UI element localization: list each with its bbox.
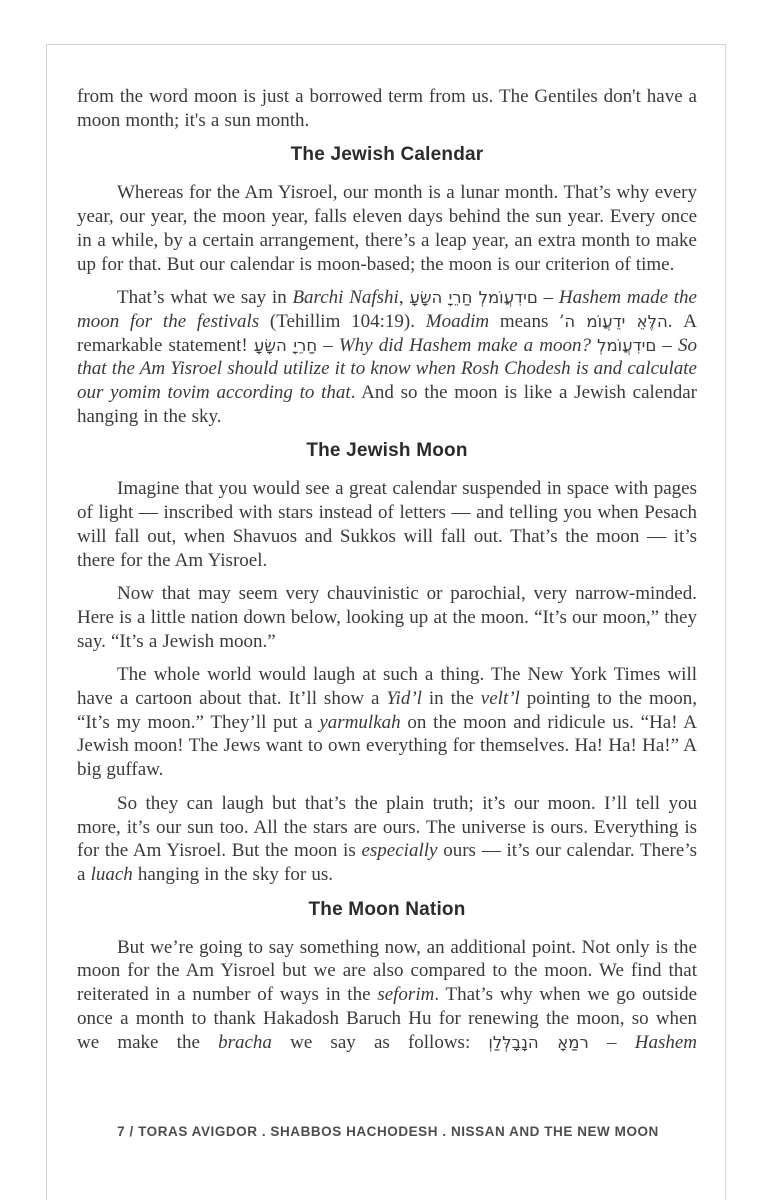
- text-run: That’s what we say in: [117, 287, 293, 309]
- italic-run: Barchi Nafshi: [292, 287, 399, 309]
- text-run: Whereas for the Am Yisroel, our month is a lunar month. That’s why every year, our year, the moon year, falls eleven days behind the sun year. Every once in a while, by a certain arrangement, there’s a leap year, an extra month to make up for that. But our calendar is moon-based; the moon is our criterion of time.: [77, 182, 697, 275]
- paragraph: [77, 792, 697, 887]
- text-run: from the word moon is just a borrowed term from us. The Gentiles don't have a moon month; it's a sun month.: [77, 86, 697, 131]
- page-border-frame: [46, 44, 726, 1200]
- text-run: (Tehillim 104:19).: [259, 310, 426, 332]
- paragraph: [77, 582, 697, 653]
- text-run: Now that may seem very chauvinistic or parochial, very narrow-minded. Here is a little nation down below, looking up at the moon. “It’s our moon,” they say. “It’s a Jewish moon.”: [77, 583, 697, 652]
- text-run: The whole world would laugh at such a thing. The New York Times will have a cartoon about that. It’ll show a: [77, 664, 697, 710]
- text-run: –: [656, 334, 678, 356]
- text-run: on the moon and ridicule us. “Ha! A Jewish moon! The Jews want to own everything for themselves. Ha! Ha! Ha!” A big guffaw.: [77, 711, 697, 781]
- section-heading: The Jewish Calendar: [290, 144, 484, 166]
- italic-run: Hashem made the moon for the festivals: [77, 287, 697, 332]
- footer-text: 7 / TORAS AVIGDOR . SHABBOS HACHODESH . NISSAN AND THE NEW MOON: [117, 1124, 659, 1139]
- italic-run: Moadim: [425, 310, 490, 332]
- text-run: ,: [398, 287, 410, 309]
- text-run: So they can laugh but that’s the plain truth; it’s our moon. I’ll tell you more, it’s our sun too. All the stars are ours. The universe is ours. Everything is for the Am Yisroel. But the moon is: [77, 792, 697, 862]
- hebrew-phrase: עָשָׂה יָרֵחַ: [253, 335, 318, 355]
- text-run: –: [588, 1031, 635, 1053]
- italic-run: Why did Hashem make a moon?: [338, 334, 591, 356]
- text-run: Imagine that you would see a great calendar suspended in space with pages of light — inscribed with stars instead of letters — and telling you when Pesach will fall out, when Shavuos and Sukkos will fall out. That’s the moon — it’s there for the Am Yisroel.: [77, 478, 697, 571]
- hebrew-phrase: וְלַלְּבָנָה אָמַר: [488, 1032, 589, 1052]
- italic-run: So that the Am Yisroel should utilize it to know when Rosh Chodesh is and calculate our yomim tovim according to that: [77, 334, 697, 404]
- italic-run: Yid’l: [386, 688, 422, 710]
- text-run: in the: [421, 688, 481, 710]
- italic-run: Hashem: [634, 1031, 697, 1053]
- text-run: . A remarkable statement!: [77, 310, 697, 356]
- text-run: means: [489, 310, 560, 332]
- italic-run: especially: [361, 840, 438, 862]
- text-run: –: [537, 287, 559, 309]
- paragraph: [77, 286, 697, 428]
- page-content: [77, 85, 697, 1064]
- section-heading: The Moon Nation: [308, 898, 466, 920]
- italic-run: luach: [90, 863, 133, 885]
- section-heading: The Jewish Moon: [306, 440, 468, 462]
- text-run: –: [317, 334, 339, 356]
- italic-run: seforim: [377, 984, 435, 1006]
- text-run: . That’s why when we go outside once a month to thank Hakadosh Baruch Hu for renewing the moon, so when we make the: [77, 984, 697, 1053]
- text-run: pointing to the moon, “It’s my moon.” They’ll put a: [77, 688, 697, 733]
- italic-run: bracha: [218, 1031, 272, 1053]
- text-run: hanging in the sky for us.: [132, 863, 333, 885]
- italic-run: yarmulkah: [319, 711, 401, 733]
- paragraph: [77, 85, 697, 132]
- paragraph: [77, 663, 697, 782]
- hebrew-phrase: לְמוֹעֲדִים: [597, 335, 657, 355]
- paragraph: [77, 477, 697, 572]
- text-run: . And so the moon is like a Jewish calendar hanging in the sky.: [77, 382, 697, 427]
- paragraph: [77, 181, 697, 276]
- text-run: ours — it’s our calendar. There’s a: [77, 840, 697, 885]
- paragraph: [77, 936, 697, 1055]
- hebrew-phrase: עָשָׂה יָרֵחַ לְמוֹעֲדִים: [409, 288, 538, 308]
- text-run: But we’re going to say something now, an additional point. Not only is the moon for the Am Yisroel but we are also compared to the moon. We find that reiterated in a number of ways in the: [77, 936, 697, 1006]
- hebrew-phrase: ’ה מוֹעֲדֵי אֵלֶּה: [559, 311, 668, 331]
- page-footer: [76, 1124, 700, 1139]
- italic-run: velt’l: [480, 688, 520, 710]
- text-run: we say as follows:: [271, 1031, 489, 1053]
